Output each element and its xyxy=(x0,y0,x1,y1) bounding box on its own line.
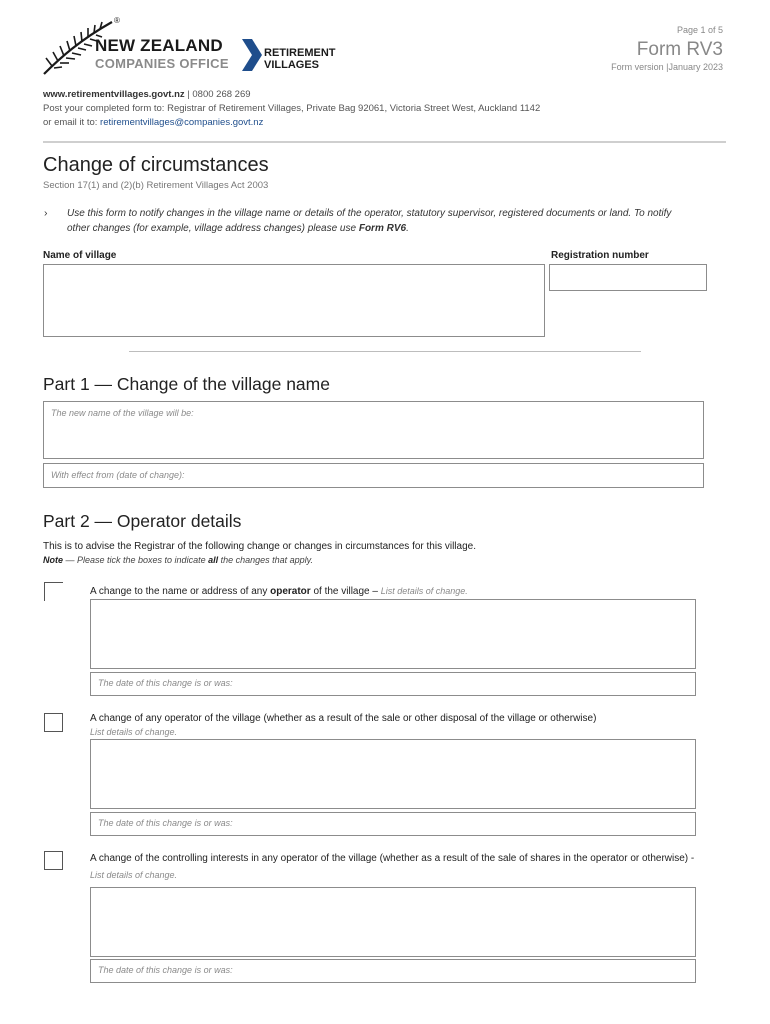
option3-label: A change of the controlling interests in any operator of the village (whether as a result of the sale of shares in the operator or otherwise) - List details of change. xyxy=(90,853,695,880)
form-number: Form RV3 xyxy=(636,39,723,60)
website-link[interactable]: www.retirementvillages.govt.nz xyxy=(43,89,185,100)
village-name-input[interactable] xyxy=(43,264,545,337)
logo-new-zealand: NEW ZEALAND xyxy=(95,36,223,55)
bullet-icon: › xyxy=(44,207,48,219)
option3-details-input[interactable] xyxy=(90,887,696,957)
part2-note: Note — Please tick the boxes to indicate all the changes that apply. xyxy=(43,555,313,565)
option3-date-input[interactable] xyxy=(90,959,696,983)
option2-date-input[interactable] xyxy=(90,812,696,836)
form-rv6-ref: Form RV6 xyxy=(358,223,407,234)
page-subtitle: Section 17(1) and (2)(b) Retirement Villages Act 2003 xyxy=(43,180,269,191)
option1-checkbox[interactable] xyxy=(44,582,63,601)
part1-heading: Part 1 — Change of the village name xyxy=(43,374,330,394)
divider xyxy=(129,351,641,352)
email-prefix: or email it to: xyxy=(43,117,101,128)
effect-date-input[interactable] xyxy=(43,463,704,488)
part2-intro: This is to advise the Registrar of the following change or changes in circumstances for this village. xyxy=(43,541,476,552)
option1-details-input[interactable] xyxy=(90,599,696,669)
chevron-logo-icon xyxy=(240,39,262,71)
village-name-label: Name of village xyxy=(43,250,117,261)
new-village-name-input[interactable] xyxy=(43,401,704,459)
page-title: Change of circumstances xyxy=(43,154,269,176)
effect-date-placeholder: With effect from (date of change): xyxy=(51,470,185,480)
option1-date-input[interactable] xyxy=(90,672,696,696)
option3-checkbox[interactable] xyxy=(44,851,63,870)
phone-number: | 0800 268 269 xyxy=(184,89,251,100)
logo-villages: VILLAGES xyxy=(264,59,320,71)
page-indicator: Page 1 of 5 xyxy=(676,25,723,35)
logo-retirement: RETIREMENT xyxy=(264,47,336,59)
new-name-placeholder: The new name of the village will be: xyxy=(51,408,194,418)
instructions: Use this form to notify changes in the village name or details of the operator, statutory supervisor, registered documents or land. To notify other changes (for example, village address changes) please use Form RV6. xyxy=(67,208,672,234)
post-address: Post your completed form to: Registrar of Retirement Villages, Private Bag 92061, Victoria Street West, Auckland 1142 xyxy=(43,103,541,114)
registered-mark: ® xyxy=(114,16,120,25)
registration-number-label: Registration number xyxy=(551,250,649,261)
registration-number-input[interactable] xyxy=(549,264,707,291)
divider xyxy=(43,141,726,143)
logo-companies-office: COMPANIES OFFICE xyxy=(95,56,229,71)
contact-block xyxy=(43,88,540,130)
option2-label: A change of any operator of the village (whether as a result of the sale or other disposal of the village or otherwise) xyxy=(90,713,597,724)
part2-heading: Part 2 — Operator details xyxy=(43,511,242,531)
option2-date-placeholder: The date of this change is or was: xyxy=(98,818,233,828)
option2-checkbox[interactable] xyxy=(44,713,63,732)
option2-hint: List details of change. xyxy=(90,727,178,737)
option2-details-input[interactable] xyxy=(90,739,696,809)
email-link[interactable]: retirementvillages@companies.govt.nz xyxy=(100,117,264,128)
form-version: Form version |January 2023 xyxy=(611,62,723,72)
option1-date-placeholder: The date of this change is or was: xyxy=(98,678,233,688)
option3-date-placeholder: The date of this change is or was: xyxy=(98,965,233,975)
option1-label: A change to the name or address of any operator of the village – List details of change. xyxy=(90,586,468,597)
